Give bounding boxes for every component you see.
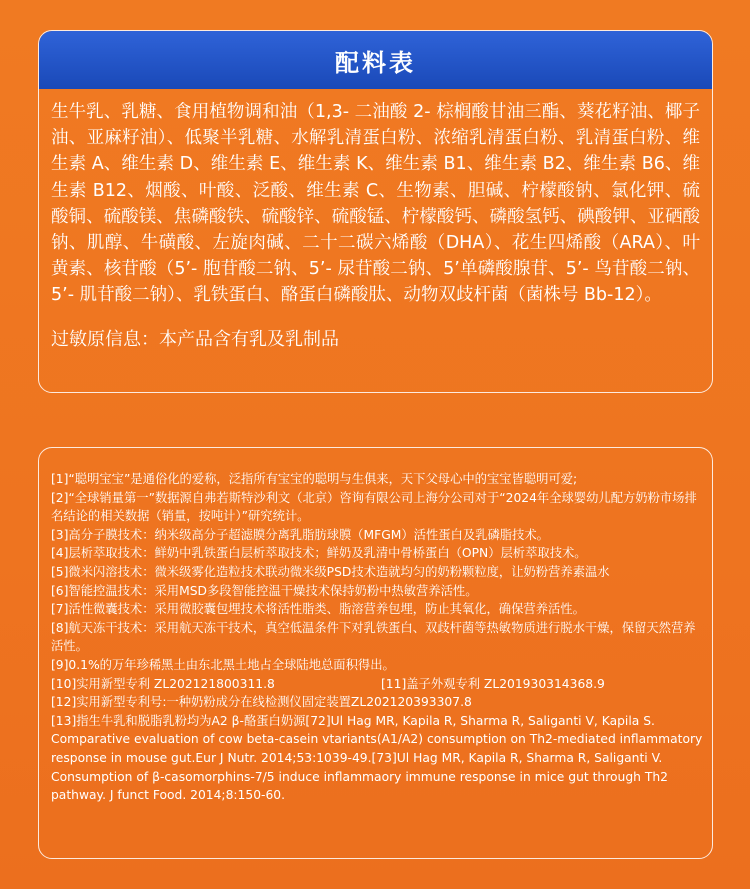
note-6: [6]智能控温技术：采用MSD多段智能控温干燥技术保持奶粉中热敏营养活性。 (51, 583, 478, 598)
ingredients-title: 配料表 (335, 48, 416, 77)
note-row-patents (51, 675, 712, 694)
ingredients-panel (38, 30, 713, 393)
note-9: [9]0.1%的万年珍稀黑土由东北黑土地占全球陆地总面积得出。 (51, 657, 395, 672)
note-5: [5]微米闪溶技术：微米级雾化造粒技术联动微米级PSD技术造就均匀的奶粉颗粒度，让奶粉营养素温水 (51, 564, 610, 579)
ingredients-header (39, 31, 712, 89)
notes-panel (38, 447, 713, 859)
allergen-info: 过敏原信息：本产品含有乳及乳制品 (51, 328, 339, 350)
note-10: [10]实用新型专利 ZL202121800311.8 (51, 676, 275, 691)
note-1: [1]“聪明宝宝”是通俗化的爱称，泛指所有宝宝的聪明与生俱来，天下父母心中的宝宝皆聪明可爱; (51, 472, 578, 486)
note-11: [11]盖子外观专利 ZL201930314368.9 (381, 676, 605, 691)
note-3: [3]高分子膜技术：纳米级高分子超滤膜分离乳脂肪球膜（MFGM）活性蛋白及乳磷脂技术。 (51, 527, 549, 542)
note-2: [2]“全球销量第一”数据源自弗若斯特沙利文（北京）咨询有限公司上海分公司对于“2024年全球婴幼儿配方奶粉市场排名结论的相关数据（销量，按吨计）”研究统计。 (51, 490, 697, 524)
note-8: [8]航天冻干技术：采用航天冻干技术，真空低温条件下对乳铁蛋白、双歧杆菌等热敏物质进行脱水干燥，保留天然营养活性。 (51, 620, 696, 654)
note-13: [13]指生牛乳和脱脂乳粉均为A2 β-酪蛋白奶源[72]Ul Hag MR, Kapila R, Sharma R, Saliganti V, Kapila S. Comparative evaluation of cow beta-casein vtariants(A1/A2) consumption on Th2-mediated inflammatory response in mouse gut.Eur J Nutr. 2014;53:1039-49.[73]Ul Hag MR, Kapila R, Sharma R, Saliganti V. Consumption of β-casomorphins-7/5 induce inflammaory immune response in mice gut through Th2 pathway. J funct Food. 2014;8:150-60. (51, 713, 703, 803)
ingredients-list: 生牛乳、乳糖、食用植物调和油（1,3- 二油酸 2- 棕榈酸甘油三酯、葵花籽油、椰子油、亚麻籽油）、低聚半乳糖、水解乳清蛋白粉、浓缩乳清蛋白粉、乳清蛋白粉、维生素 A、维生素 D、维生素 E、维生素 K、维生素 B1、维生素 B2、维生素 B6、维生素 B12、烟酸、叶酸、泛酸、维生素 C、生物素、胆碱、柠檬酸钠、氯化钾、硫酸铜、硫酸镁、焦磷酸铁、硫酸锌、硫酸锰、柠檬酸钙、磷酸氢钙、碘酸钾、亚硒酸钠、肌醇、牛磺酸、左旋肉碱、二十二碳六烯酸（DHA）、花生四烯酸（ARA）、叶黄素、核苷酸（5’- 胞苷酸二钠、5’- 尿苷酸二钠、5’单磷酸腺苷、5’- 鸟苷酸二钠、5’- 肌苷酸二钠）、乳铁蛋白、酪蛋白磷酸肽、动物双歧杆菌（菌株号 Bb-12）。 (51, 102, 700, 306)
note-4: [4]层析萃取技术：鲜奶中乳铁蛋白层析萃取技术；鲜奶及乳清中骨桥蛋白（OPN）层析萃取技术。 (51, 546, 587, 561)
note-7: [7]活性微囊技术：采用微胶囊包埋技术将活性脂类、脂溶营养包埋，防止其氧化，确保营养活性。 (51, 602, 585, 617)
note-12: [12]实用新型专利号:一种奶粉成分在线检测仪固定装置ZL202120393307.8 (51, 695, 472, 710)
